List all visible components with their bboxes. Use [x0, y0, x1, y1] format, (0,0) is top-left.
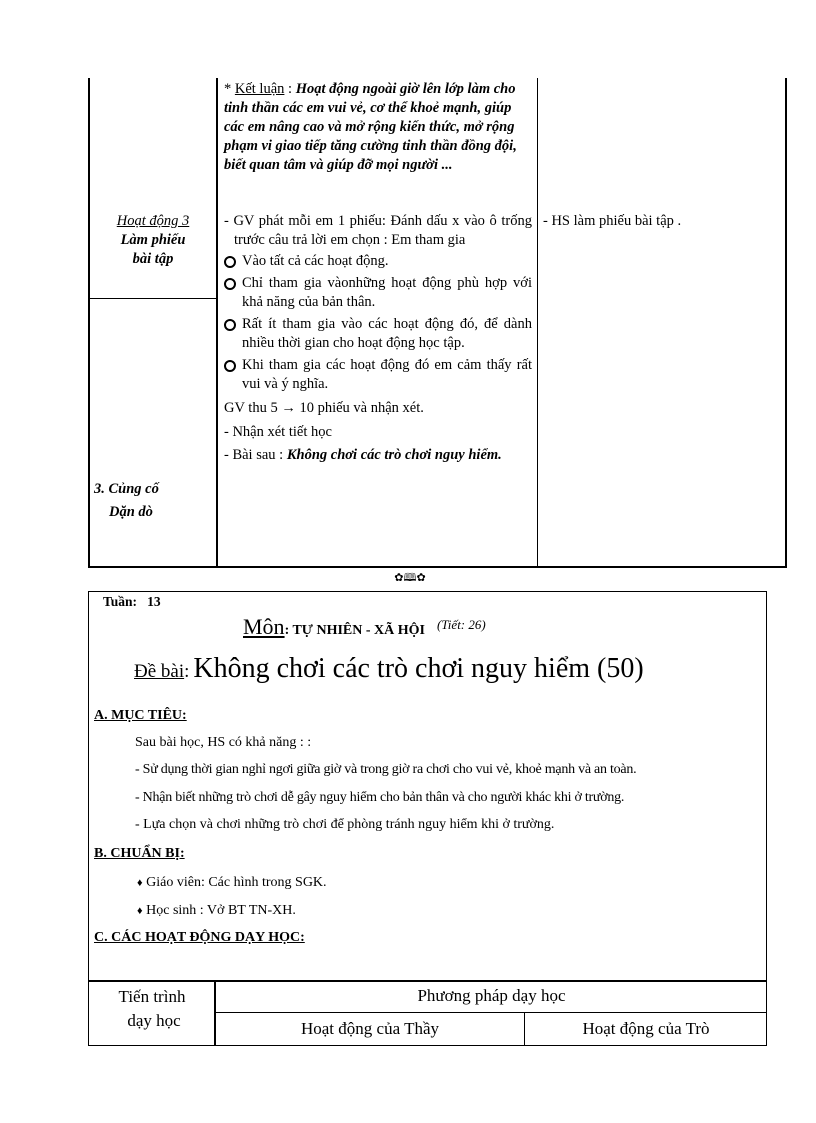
- objective-1: - Sử dụng thời gian nghỉ ngơi giữa giờ và trong giờ ra chơi cho vui vẻ, khoẻ mạnh và an toàn.: [135, 762, 637, 777]
- title-label: Đề bài: [134, 661, 185, 682]
- activity3-subtitle-2: bài tập: [132, 251, 174, 267]
- activity3-label: [90, 212, 216, 269]
- period: (Tiết: 26): [436, 617, 486, 632]
- section-b-heading: B. CHUẨN BỊ:: [94, 846, 185, 861]
- header-student: Hoạt động của Trò: [582, 1019, 710, 1038]
- activity3-subtitle-1: Làm phiếu: [120, 232, 186, 248]
- activity3-title: Hoạt động 3: [116, 213, 190, 229]
- header-progress: Tiến trình dạy học: [118, 987, 186, 1030]
- circle-bullet-icon: [224, 278, 236, 290]
- section-c-heading: C. CÁC HOẠT ĐỘNG DẠY HỌC:: [94, 930, 305, 945]
- header-methods: Phương pháp dạy học: [417, 986, 566, 1005]
- week-line: Tuần: 13: [103, 594, 161, 609]
- section-a-heading: A. MỤC TIÊU:: [94, 708, 187, 723]
- option-2: Chỉ tham gia vàonhững hoạt động phù hợp với khả năng của bản thân.: [224, 274, 532, 312]
- teacher-intro: - GV phát mỗi em 1 phiếu: Đánh dấu x vào ô trống trước câu trả lời em chọn : Em tham gia: [224, 213, 532, 248]
- circle-bullet-icon: [224, 256, 236, 268]
- collect-line: GV thu 5 → 10 phiếu và nhận xét.: [224, 400, 424, 416]
- option-4: Khi tham gia các hoạt động đó em cảm thấy rất vui và ý nghĩa.: [224, 356, 532, 394]
- title-line: Đề bài: Không chơi các trò chơi nguy hiểm (50): [134, 653, 644, 684]
- option-3: Rất ít tham gia vào các hoạt động đó, để dành nhiều thời gian cho hoạt động học tập.: [224, 315, 532, 353]
- conclusion-block: * Kết luận : Hoạt động ngoài giờ lên lớp làm cho tinh thần các em vui vẻ, cơ thể khoẻ mạnh, giúp các em nâng cao và mở rộng kiến thức, mở rộng phạm vi giao tiếp tăng cường tinh thần đồng đội, biết quan tâm và giúp đỡ mọi người ...: [224, 81, 517, 173]
- teacher-activity3: [224, 212, 532, 465]
- subject-line: [243, 614, 486, 640]
- separator-ornament: ✿🕮✿: [394, 571, 426, 584]
- lesson-title: Không chơi các trò chơi nguy hiểm (50): [193, 653, 644, 684]
- conclusion-text: Hoạt động ngoài giờ lên lớp làm cho tinh thần các em vui vẻ, cơ thể khoẻ mạnh, giúp các em nâng cao và mở rộng kiến thức, mở rộng phạm vi giao tiếp tăng cường tinh thần đồng đội, biết quan tâm và giúp đỡ mọi người ...: [224, 81, 517, 173]
- option-1: Vào tất cả các hoạt động.: [224, 252, 532, 271]
- prep-teacher: ♦ Giáo viên: Các hình trong SGK.: [137, 875, 327, 890]
- header-teacher: Hoạt động của Thầy: [300, 1019, 439, 1038]
- next-lesson-line: - Bài sau : Không chơi các trò chơi nguy hiểm.: [224, 447, 502, 463]
- objective-2: - Nhận biết những trò chơi dễ gây nguy hiểm cho bản thân và cho người khác khi ở trường.: [135, 790, 625, 805]
- review-line: - Nhận xét tiết học: [224, 424, 332, 440]
- objectives-intro: Sau bài học, HS có khả năng : :: [135, 735, 312, 750]
- section3-label: 3. Củng cố Dặn dò: [94, 481, 159, 520]
- circle-bullet-icon: [224, 360, 236, 372]
- conclusion-label: Kết luận: [234, 81, 285, 97]
- circle-bullet-icon: [224, 319, 236, 331]
- objective-3: - Lựa chọn và chơi những trò chơi để phòng tránh nguy hiểm khi ở trường.: [135, 817, 555, 832]
- next-lesson-title: Không chơi các trò chơi nguy hiểm.: [286, 447, 502, 463]
- diamond-bullet-icon: ♦: [137, 877, 143, 889]
- subject-label: Môn: [243, 614, 285, 639]
- subject-name: : TỰ NHIÊN - XÃ HỘI: [284, 623, 425, 638]
- student-activity3: - HS làm phiếu bài tập .: [543, 213, 682, 229]
- diamond-bullet-icon: ♦: [137, 905, 143, 917]
- prep-student: ♦ Học sinh : Vở BT TN-XH.: [137, 903, 296, 918]
